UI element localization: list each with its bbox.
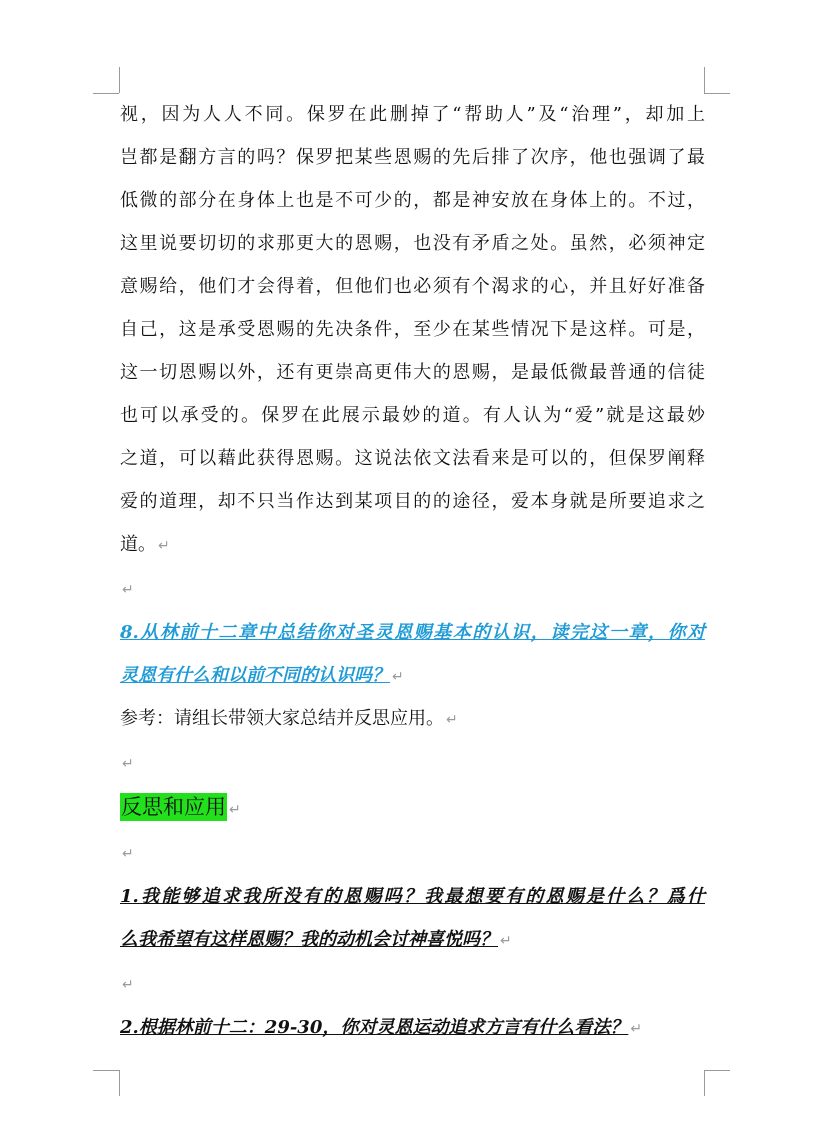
- body-last-text: 道。: [120, 534, 156, 555]
- section-heading-line: [120, 785, 705, 830]
- body-line: 也可以承受的。保罗在此展示最妙的道。有人认为“爱”就是这最妙: [120, 405, 705, 426]
- empty-paragraph: [120, 740, 705, 785]
- body-line: 爱的道理，却不只当作达到某项目的的途径，爱本身就是所要追求之: [120, 491, 705, 512]
- question-8-text-1: 8.从林前十二章中总结你对圣灵恩赐基本的认识，读完这一章，你对: [120, 622, 705, 643]
- reflection-2-line: [120, 1006, 705, 1049]
- paragraph-mark-icon: ↵: [122, 977, 134, 993]
- body-line: 这里说要切切的求那更大的恩赐，也没有矛盾之处。虽然，必须神定: [120, 233, 705, 254]
- paragraph-mark-icon: ↵: [158, 538, 170, 554]
- paragraph-mark-icon: ↵: [392, 669, 404, 685]
- body-line: 意赐给，他们才会得着，但他们也必须有个渴求的心，并且好好准备: [120, 276, 705, 297]
- paragraph-mark-icon: ↵: [122, 756, 134, 772]
- paragraph-mark-icon: ↵: [229, 802, 241, 818]
- body-line: 低微的部分在身体上也是不可少的，都是神安放在身体上的。不过，: [120, 190, 705, 211]
- reflection-1-text-1: 1.我能够追求我所没有的恩赐吗？我最想要有的恩赐是什么？爲什: [120, 886, 705, 907]
- section-heading: 反思和应用: [121, 795, 226, 819]
- reflection-1-line-2: [120, 918, 705, 961]
- body-line-last: [120, 523, 705, 566]
- empty-paragraph: [120, 830, 705, 875]
- reflection-2-text: 2.根据林前十二：29-30，你对灵恩运动追求方言有什么看法？: [120, 1017, 629, 1038]
- reflection-1-line-1: [120, 875, 705, 918]
- paragraph-mark-icon: ↵: [122, 846, 134, 862]
- question-8-line-2: [120, 654, 705, 697]
- question-8-text-2: 灵恩有什么和以前不同的认识吗？: [120, 665, 390, 686]
- document-body: [120, 93, 705, 1049]
- empty-paragraph: [120, 566, 705, 611]
- reflection-1-text-2: 么我希望有这样恩赐？我的动机会讨神喜悦吗？: [120, 929, 498, 950]
- paragraph-mark-icon: ↵: [500, 933, 512, 949]
- body-line: 之道，可以藉此获得恩赐。这说法依文法看来是可以的，但保罗阐释: [120, 448, 705, 469]
- body-line: 自己，这是承受恩赐的先决条件，至少在某些情况下是这样。可是，: [120, 319, 705, 340]
- paragraph-mark-icon: ↵: [122, 582, 134, 598]
- question-8-line-1: [120, 611, 705, 654]
- paragraph-mark-icon: ↵: [446, 712, 458, 728]
- reference-text: 参考：请组长带领大家总结并反思应用。: [120, 708, 444, 729]
- body-line: 岂都是翻方言的吗？保罗把某些恩赐的先后排了次序，他也强调了最: [120, 147, 705, 168]
- paragraph-mark-icon: ↵: [630, 1021, 643, 1037]
- empty-paragraph: [120, 961, 705, 1006]
- body-line: 这一切恩赐以外，还有更崇高更伟大的恩赐，是最低微最普通的信徒: [120, 362, 705, 383]
- body-line: 视，因为人人不同。保罗在此删掉了“帮助人”及“治理”，却加上: [120, 104, 705, 125]
- reference-line: [120, 697, 705, 740]
